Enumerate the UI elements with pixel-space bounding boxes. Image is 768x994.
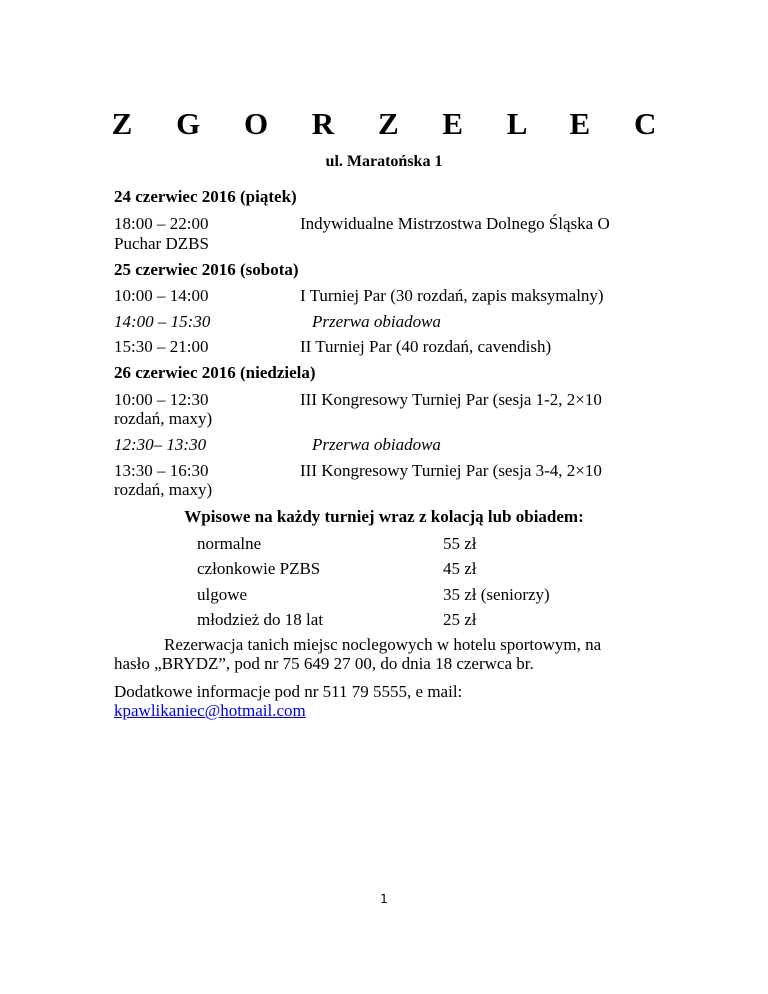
day-heading-sunday: 26 czerwiec 2016 (niedziela) xyxy=(114,363,316,382)
fee-value: 55 zł xyxy=(443,534,477,553)
entry-time: 15:30 – 21:00 xyxy=(114,337,209,356)
fee-value: 35 zł (seniorzy) xyxy=(443,585,550,604)
entry-description-wrap: Puchar DZBS xyxy=(114,234,209,253)
entry-description: Indywidualne Mistrzostwa Dolnego Śląska O xyxy=(300,214,610,233)
reservation-text: Rezerwacja tanich miejsc noclegowych w hotelu sportowym, na xyxy=(164,635,602,654)
fee-label: członkowie PZBS xyxy=(197,559,321,578)
entry-description: II Turniej Par (40 rozdań, cavendish) xyxy=(300,337,552,356)
entry-description: III Kongresowy Turniej Par (sesja 3-4, 2×10 xyxy=(300,461,602,480)
address: ul. Maratońska 1 xyxy=(325,153,443,170)
entry-break: Przerwa obiadowa xyxy=(312,435,441,454)
page-number: 1 xyxy=(380,892,388,906)
day-heading-saturday: 25 czerwiec 2016 (sobota) xyxy=(114,260,299,279)
entry-time: 18:00 – 22:00 xyxy=(114,214,209,233)
fee-value: 25 zł xyxy=(443,610,477,629)
entry-description-wrap: rozdań, maxy) xyxy=(114,480,213,499)
entry-description-wrap: rozdań, maxy) xyxy=(114,409,213,428)
email-link[interactable]: kpawlikaniec@hotmail.com xyxy=(114,701,306,720)
fee-value: 45 zł xyxy=(443,559,477,578)
fee-label: normalne xyxy=(197,534,262,553)
fees-title: Wpisowe na każdy turniej wraz z kolacją lub obiadem: xyxy=(184,507,584,526)
fee-label: młodzież do 18 lat xyxy=(197,610,324,629)
entry-time-break: 14:00 – 15:30 xyxy=(114,312,211,331)
contact-text: Dodatkowe informacje pod nr 511 79 5555, e mail: xyxy=(114,682,463,701)
city-title: Z G O R Z E L E C xyxy=(111,106,675,141)
fee-label: ulgowe xyxy=(197,585,248,604)
entry-description: III Kongresowy Turniej Par (sesja 1-2, 2×10 xyxy=(300,390,602,409)
entry-time: 13:30 – 16:30 xyxy=(114,461,209,480)
entry-time-break: 12:30– 13:30 xyxy=(114,435,207,454)
day-heading-friday: 24 czerwiec 2016 (piątek) xyxy=(114,187,297,206)
entry-time: 10:00 – 12:30 xyxy=(114,390,209,409)
reservation-text-wrap: hasło „BRYDZ”, pod nr 75 649 27 00, do dnia 18 czerwca br. xyxy=(114,654,534,673)
entry-time: 10:00 – 14:00 xyxy=(114,286,209,305)
entry-description: I Turniej Par (30 rozdań, zapis maksymalny) xyxy=(300,286,604,305)
entry-break: Przerwa obiadowa xyxy=(312,312,441,331)
